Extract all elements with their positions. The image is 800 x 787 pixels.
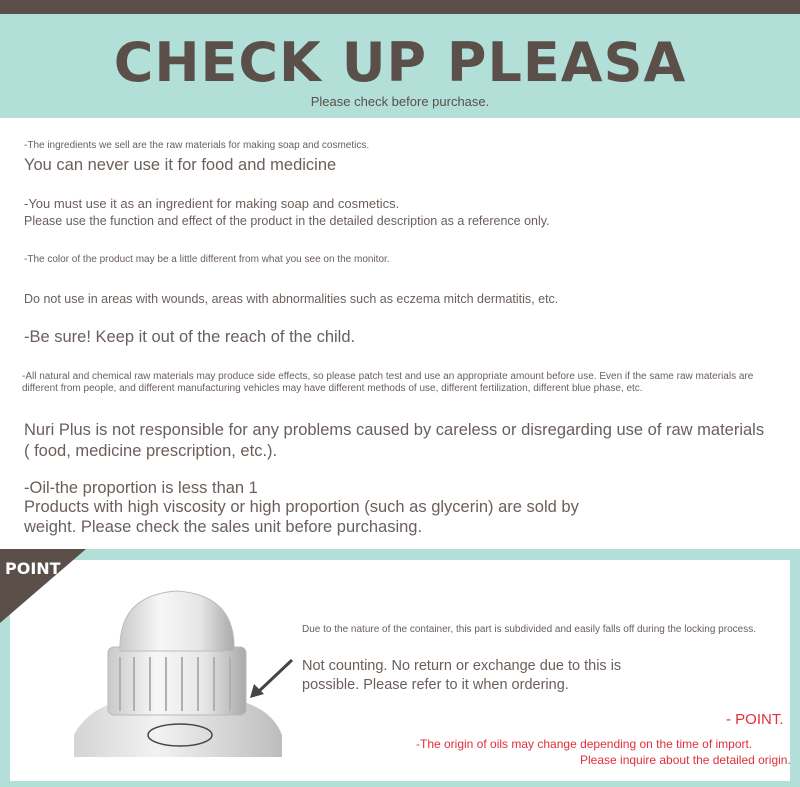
point-label: POINT	[5, 559, 61, 578]
note-no-food-medicine: You can never use it for food and medicine	[24, 156, 337, 174]
header-banner	[0, 14, 800, 118]
page-subtitle: Please check before purchase.	[310, 94, 490, 109]
note-child-warning: -Be sure! Keep it out of the reach of the child.	[24, 328, 356, 346]
note-oil-proportion: -Oil-the proportion is less than 1	[24, 479, 258, 497]
note-reference-only: Please use the function and effect of the product in the detailed description as a reference only.	[24, 214, 550, 228]
container-note: Due to the nature of the container, this part is subdivided and easily falls off during the locking process.	[302, 624, 756, 635]
arrow-icon	[248, 656, 296, 700]
page-title: CHECK UP PLEASA	[113, 31, 687, 94]
note-color-difference: -The color of the product may be a little different from what you see on the monitor.	[24, 254, 390, 265]
no-return-note-line1: Not counting. No return or exchange due to this is	[302, 658, 622, 674]
notes-section	[0, 118, 800, 550]
note-ingredients: -The ingredients we sell are the raw materials for making soap and cosmetics.	[24, 140, 370, 151]
top-bar	[0, 0, 800, 14]
note-wounds-warning: Do not use in areas with wounds, areas with abnormalities such as eczema mitch dermatitis, etc.	[24, 292, 559, 306]
point-red-heading: - POINT.	[726, 711, 784, 728]
note-sales-unit: weight. Please check the sales unit before purchasing.	[24, 518, 423, 536]
note-use-as-ingredient: -You must use it as an ingredient for making soap and cosmetics.	[24, 196, 400, 211]
note-side-effects: -All natural and chemical raw materials may produce side effects, so please patch test and use an appropriate amount before use. Even if the same raw materials are different from people, and different manufacturing vehicles may have different methods of use, different fertilization, different blue phase, etc.	[22, 371, 754, 394]
no-return-note-line2: possible. Please refer to it when ordering.	[302, 677, 569, 693]
note-responsibility: Nuri Plus is not responsible for any problems caused by careless or disregarding use of raw materials ( food, medicine prescription, etc.).	[24, 421, 765, 460]
origin-note: -The origin of oils may change depending on the time of import.	[416, 737, 753, 751]
note-viscosity: Products with high viscosity or high proportion (such as glycerin) are sold by	[24, 498, 579, 516]
origin-inquiry-note: Please inquire about the detailed origin.	[580, 753, 791, 767]
